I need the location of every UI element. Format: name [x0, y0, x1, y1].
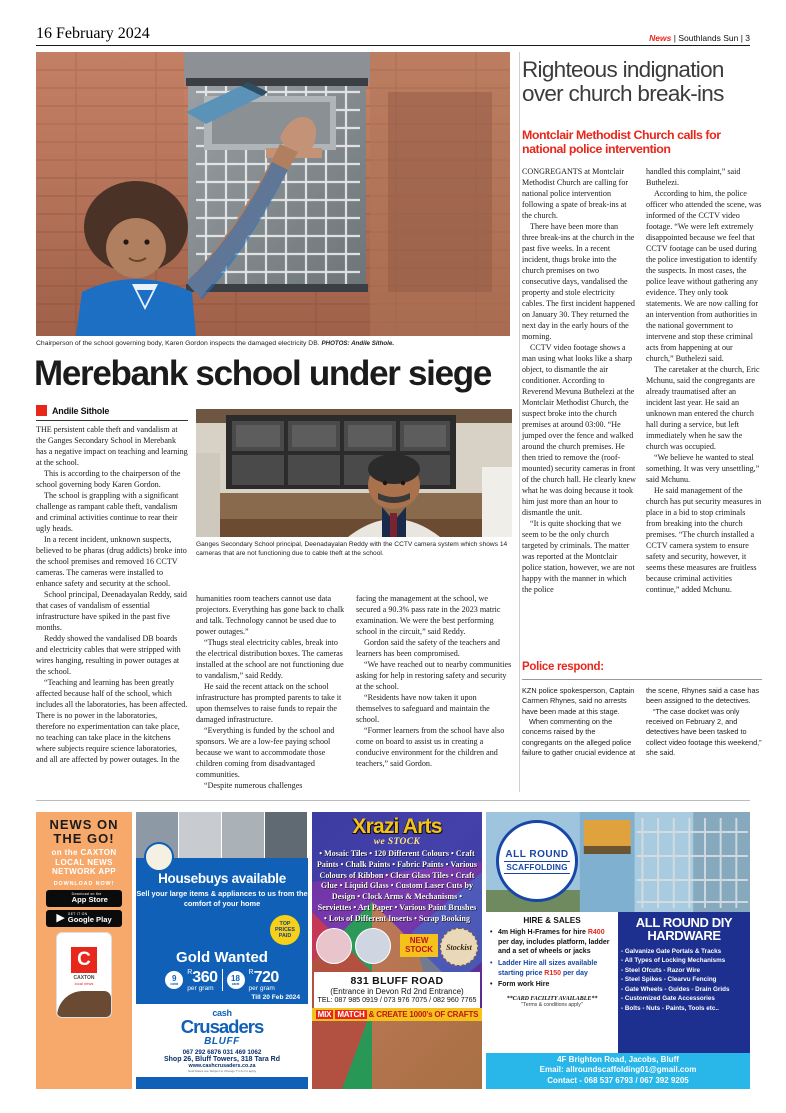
xrazi-footer-tail: & CREATE 1000's OF CRAFTS	[368, 1010, 479, 1020]
play-triangle-icon: ▶	[56, 911, 65, 924]
paragraph: “Teaching and learning has been greatly affected because half of the school, which includes all the laboratories, has been affected. There is no power in the laboratories, therefore no experimentation can take place, no teaching can take place in the kitchens where subjects require science laboratories, and all are affected by power outages. In the	[36, 678, 188, 764]
ad-xrazi-arts[interactable]	[312, 812, 482, 1089]
paragraph: “Thugs steal electricity cables, break into the electrical distribution boxes. The cameras installed at the school are not functioning due to vandalism,” said Reddy.	[196, 638, 344, 680]
diy-item: - Steel Spikes - Clearvu Fencing	[621, 976, 717, 984]
paragraph: CCTV video footage shows a man using what looks like a sharp object, to dismantle the air conditioner. According to Reverend Mevuna Buthelezi at the Montclair Methodist Church, the suspect broke into the church premises at around 03:00. “He jumped over the fence and walked around the church premises. He then tried to remove the (roof-mounted) security cameras in front of the church hall. He clearly knew what he was doing because it took him just more than an hour to dismantle the unit.	[522, 343, 636, 517]
paragraph: This is according to the chairperson of the school governing body Karen Gordon.	[36, 469, 181, 489]
diy-item: - Customized Gate Accessories	[621, 995, 715, 1003]
section-divider	[36, 800, 750, 801]
price-9-carat	[187, 969, 217, 992]
allround-footer	[486, 1053, 750, 1089]
ad-cash-crusaders[interactable]	[136, 812, 308, 1089]
paragraph: handled this complaint,” said Buthelezi.	[646, 167, 741, 187]
diy-item: - Bolts - Nuts - Paints, Tools etc..	[621, 1004, 719, 1012]
xrazi-entrance-note: (Entrance in Devon Rd 2nd Entrance)	[330, 987, 464, 997]
side-article-column-1	[522, 166, 636, 595]
crusaders-badge-icon	[144, 842, 174, 872]
caxton-subhead: on the CAXTON LOCAL NEWS NETWORK APP	[51, 848, 117, 877]
paragraph: “Despite numerous challenges	[204, 781, 303, 790]
paragraph: the scene, Rhynes said a case has been assigned to the detectives.	[646, 686, 760, 706]
price-18-value: 720	[253, 968, 279, 986]
caxton-logo-mark: C	[71, 947, 97, 973]
xrazi-brand-name: Xrazi Arts	[352, 815, 442, 838]
main-headline: Merebank school under siege	[34, 354, 491, 393]
caxton-logo-sublabel: local news	[74, 980, 94, 986]
crusaders-website[interactable]: www.cashcrusaders.co.za	[188, 1062, 256, 1069]
top-prices-line2: PRICES	[274, 926, 296, 933]
google-play-small-label: GET IT ON	[67, 912, 88, 917]
police-respond-column-2	[646, 686, 762, 759]
police-respond-column-1	[522, 686, 636, 759]
hire-sales-heading: HIRE & SALES	[523, 916, 581, 925]
crusaders-footer	[136, 1004, 308, 1077]
gold-price-row	[136, 969, 308, 992]
paragraph: “Residents have now taken it upon themselves to safeguard and maintain the school.	[356, 693, 490, 724]
allround-contact[interactable]: Contact - 068 537 6793 / 067 392 9205	[547, 1075, 689, 1085]
crusaders-address: Shop 26, Bluff Towers, 318 Tara Rd	[163, 1055, 281, 1063]
xrazi-footer-match: MATCH	[337, 1010, 365, 1020]
paragraph: He said management of the church has put security measures in place in a bid to stop criminals from breaking into the church premises. “The church installed a CCTV camera system to ensure safety and security, however, it seems these measures are fruitless because criminal activities continue,” added Mchunu.	[646, 486, 762, 594]
side-article-subhead: Montclair Methodist Church calls for national police intervention	[522, 128, 721, 157]
allround-logo-badge	[496, 820, 578, 902]
caxton-headline: NEWS ON THE GO!	[49, 817, 119, 846]
allround-email[interactable]: Email: allroundscaffolding01@gmail.com	[539, 1065, 697, 1075]
new-stock-line2: STOCK	[405, 944, 433, 954]
paragraph: There have been more than three break-ins at the church in the past five weeks. In a recent incident, thugs broke into the church premises on two consecutive days, vandalised the property and stole electricity cables. The first incident happened on January 30. They returned the next day in the early hours of the morning.	[522, 222, 635, 341]
price-9-currency: R	[187, 968, 193, 976]
crusaders-phone[interactable]: 067 292 6876 031 469 1062	[182, 1048, 262, 1056]
paragraph: According to him, the police officer who attended the scene, was informed of the CCTV video footage. “We were left extremely disappointed because we feel that CCTV footage can be used during the police investigation to identify the suspects. In most cases, the police leave without gathering any evidence. They only took statements. We are now calling for an intervention from authorities in the national government to intervene and stop these criminal acts from happening at our church,” Buthelezi said.	[646, 189, 762, 363]
allround-hero-photos	[486, 812, 750, 912]
side-article-column-2	[646, 166, 762, 595]
price-18-unit: per gram	[248, 984, 275, 992]
top-prices-paid-badge	[270, 915, 300, 945]
allround-hire-panel	[486, 912, 618, 1053]
allround-body	[486, 912, 750, 1053]
paragraph: In a recent incident, unknown suspects, believed to be pharas (drug addicts) broke into the school premises and removed 16 CCTV cameras. The cameras were installed to enhance safety and security at the school.	[36, 535, 187, 588]
paragraph: humanities room teachers cannot use data projectors. Everything has gone back to chalk and talk. Technology cannot be used due to power outages.”	[196, 594, 345, 636]
xrazi-address-box	[314, 972, 480, 1008]
byline-author-name: Andile Sithole	[52, 405, 110, 416]
paragraph: “Everything is funded by the school and sponsors. We are a low-fee paying school because we want to accommodate those children coming from disadvantaged communities.	[196, 726, 335, 779]
paragraph: When commenting on the concerns raised by the congregants on the alleged police failure to gather crucial evidence at	[522, 717, 636, 758]
apple-icon	[60, 893, 69, 904]
diy-item: - All Types of Locking Mechanisms	[621, 957, 726, 965]
crusaders-headline: Housebuys available	[158, 871, 286, 886]
app-store-small-label: Download on the	[67, 892, 98, 897]
masthead-date: 16 February 2024	[36, 25, 150, 42]
hero-photo	[36, 52, 510, 336]
paragraph: The school is grappling with a significant challenge as rampant cable theft, vandalism and criminal activities continue to rear their ugly heads.	[36, 491, 179, 533]
card-facility-note: **CARD FACILITY AVAILABLE**	[506, 995, 598, 1002]
article-photo-principal	[196, 409, 512, 537]
ad-all-round-scaffolding[interactable]	[486, 812, 750, 1089]
diy-item: - Steel Ofcuts - Razor Wire	[621, 966, 701, 974]
top-prices-line1: TOP	[279, 920, 291, 927]
price-9-value: 360	[192, 968, 218, 986]
price-18-carat	[249, 969, 279, 992]
main-article-column-3	[356, 593, 512, 769]
carat-9-label: carat	[170, 981, 179, 986]
phone-mockup-image	[56, 932, 112, 1018]
offer-expiry: Till 20 Feb 2024	[251, 993, 300, 1001]
paragraph: “Former learners from the school have also come on board to assist us in creating a conducive environment for the children and teachers,” said Gordon.	[356, 726, 505, 768]
xrazi-photo-row	[312, 924, 482, 972]
hero-caption	[36, 340, 510, 349]
byline-marker-icon	[36, 405, 47, 416]
xrazi-phone[interactable]: TEL: 087 985 0919 / 073 976 7075 / 082 960 7765	[317, 996, 477, 1005]
hire-items-list	[490, 928, 614, 990]
masthead-publication-label: | Southlands Sun | 3	[671, 33, 750, 43]
side-article-headline: Righteous indignation over church break-ins	[522, 57, 724, 107]
hero-caption-text: Chairperson of the school governing body, Karen Gordon inspects the damaged electricity DB.	[36, 340, 320, 347]
crusaders-logo-cash: cash	[212, 1007, 232, 1018]
police-respond-rule	[522, 679, 762, 680]
police-respond-heading: Police respond:	[522, 661, 604, 673]
diy-item: - Galvanize Gate Portals & Tracks	[621, 948, 722, 955]
crusaders-branch: BLUFF	[204, 1035, 240, 1047]
gold-wanted-heading: Gold Wanted	[176, 948, 268, 966]
app-store-label: App Store	[67, 895, 104, 905]
crusaders-jewellery-photo	[136, 911, 308, 947]
carat-9-badge	[165, 971, 183, 989]
caxton-logo-label: CAXTON	[73, 974, 95, 981]
paragraph: School principal, Deenadayalan Reddy, said that cases of vandalism of essential infrastructure have spiked in the past five months.	[36, 590, 187, 632]
byline	[36, 405, 188, 421]
paragraph: The caretaker at the church, Eric Mchunu, said the congregants are already traumatised after an incident last year. He said an unknown man entered the church hall during a service, but left immediately when he saw the church was occupied.	[646, 365, 760, 451]
article-photo-caption: Ganges Secondary School principal, Deenadayalan Reddy with the CCTV camera system which shows 14 cameras that are not functioning due to cable theft at the school.	[196, 541, 508, 557]
xrazi-footer-banner	[312, 1008, 482, 1021]
carat-18-value: 18	[231, 973, 240, 983]
main-article-column-2	[196, 593, 348, 791]
paragraph: “We have reached out to nearby communities asking for help in restoring safety and security at the school.	[356, 660, 512, 691]
masthead	[36, 26, 750, 46]
new-stock-badge	[400, 934, 438, 957]
xrazi-thumbnails	[316, 928, 391, 964]
xrazi-tagline: we STOCK	[373, 837, 421, 847]
google-play-label: Google Play	[67, 915, 112, 925]
price-divider	[222, 969, 223, 991]
xrazi-footer-mix: MIX	[317, 1010, 332, 1020]
column-divider	[519, 52, 520, 792]
xrazi-title-block	[312, 812, 482, 847]
top-prices-line3: PAID	[278, 933, 292, 940]
xrazi-product-list: • Mosaic Tiles • 120 Different Colours • Craft Paints • Chalk Paints • Fabric Paints • Various Colours of Ribbon • Clear Glass Tiles • Craft Glue • Liquid Glass • Custom Laser Cuts by Design • Clock Arms & Mechanisms • Serviettes • Art Paper • Various Paint Brushes • Lots of Different Inserts • Scrap Booking	[316, 849, 478, 923]
hire-item: • Form work Hire	[490, 980, 614, 990]
caxton-download-label: DOWNLOAD NOW!	[53, 880, 115, 887]
crusaders-subhead: Sell your large items & appliances to us from the comfort of your home	[136, 889, 308, 908]
new-stock-line1: NEW	[409, 936, 429, 946]
stockist-seal-icon: Stockist	[440, 928, 478, 966]
advertisement-strip	[36, 812, 750, 1089]
paragraph: THE persistent cable theft and vandalism at the Ganges Secondary School in Merebank has a negative impact on teaching and learning at the school.	[36, 425, 188, 467]
price-9-unit: per gram	[187, 984, 214, 992]
paragraph: Gordon said the safety of the teachers and learners has been compromised.	[356, 638, 500, 658]
hand-illustration	[57, 991, 111, 1017]
carat-9-value: 9	[172, 973, 177, 983]
carat-18-label: carat	[231, 981, 240, 986]
crusaders-logo-name: Crusaders	[180, 1015, 264, 1037]
allround-terms: "Terms & conditions apply"	[521, 1001, 583, 1008]
paragraph: facing the management at the school, we secured a 90.3% pass rate in the 2023 matric examination. We were the best performing school in the circuit,” said Reddy.	[356, 594, 501, 636]
paragraph: “We believe he wanted to steal something. It was very unsettling,” said Mchunu.	[646, 453, 760, 484]
xrazi-street-address: 831 BLUFF ROAD	[350, 975, 444, 988]
paragraph: “It is quite shocking that we seem to be the only church targeted by criminals. The matter was reported at the Montclair police station, however, we are not happy with the manner in which the police	[522, 519, 635, 594]
paragraph: “The case docket was only received on February 2, and detectives have been tasked to collect video footage this weekend,” she said.	[646, 706, 762, 758]
paragraph: CONGREGANTS at Montclair Methodist Church are calling for national police intervention following a spate of break-ins at the church.	[522, 167, 629, 220]
hero-photo-credit: PHOTOS: Andile Sithole.	[321, 340, 395, 347]
allround-logo-bottom: SCAFFOLDING	[506, 862, 568, 872]
hire-item: • 4m High H-Frames for hire R400 per day, includes platform, ladder and a set of wheels or jacks	[490, 928, 614, 957]
main-article-column-1	[36, 424, 188, 765]
ad-caxton-app[interactable]	[36, 812, 132, 1089]
crusaders-terms: Gold Rates are Subject to Change T's & C's apply	[187, 1068, 257, 1073]
carat-18-badge	[227, 971, 245, 989]
paragraph: KZN police spokesperson, Captain Carmen Rhynes, said no arrests have been made at this stage.	[522, 686, 635, 716]
masthead-publication	[649, 33, 750, 43]
paragraph: Reddy showed the vandalised DB boards and electricity cables that were stripped with wires hanging, resulting in power outages at the school.	[36, 634, 181, 676]
paragraph: He said the recent attack on the school infrastructure has prompted parents to take it upon themselves to raise funds to repair the damaged infrastructure.	[196, 682, 342, 724]
allround-diy-panel	[618, 912, 750, 1053]
diy-item: - Gate Wheels - Guides - Drain Grids	[621, 985, 730, 993]
diy-items-list	[621, 947, 747, 1013]
price-18-currency: R	[248, 968, 254, 976]
allround-logo-top: ALL ROUND	[505, 848, 569, 860]
diy-hardware-heading: ALL ROUND DIY HARDWARE	[635, 915, 733, 943]
google-play-button[interactable]	[46, 910, 122, 927]
app-store-button[interactable]	[46, 890, 122, 907]
allround-address: 4F Brighton Road, Jacobs, Bluff	[557, 1054, 679, 1064]
hire-item: • Ladder Hire all sizes available starting price R150 per day	[490, 959, 614, 978]
masthead-section-label: News	[649, 33, 672, 43]
